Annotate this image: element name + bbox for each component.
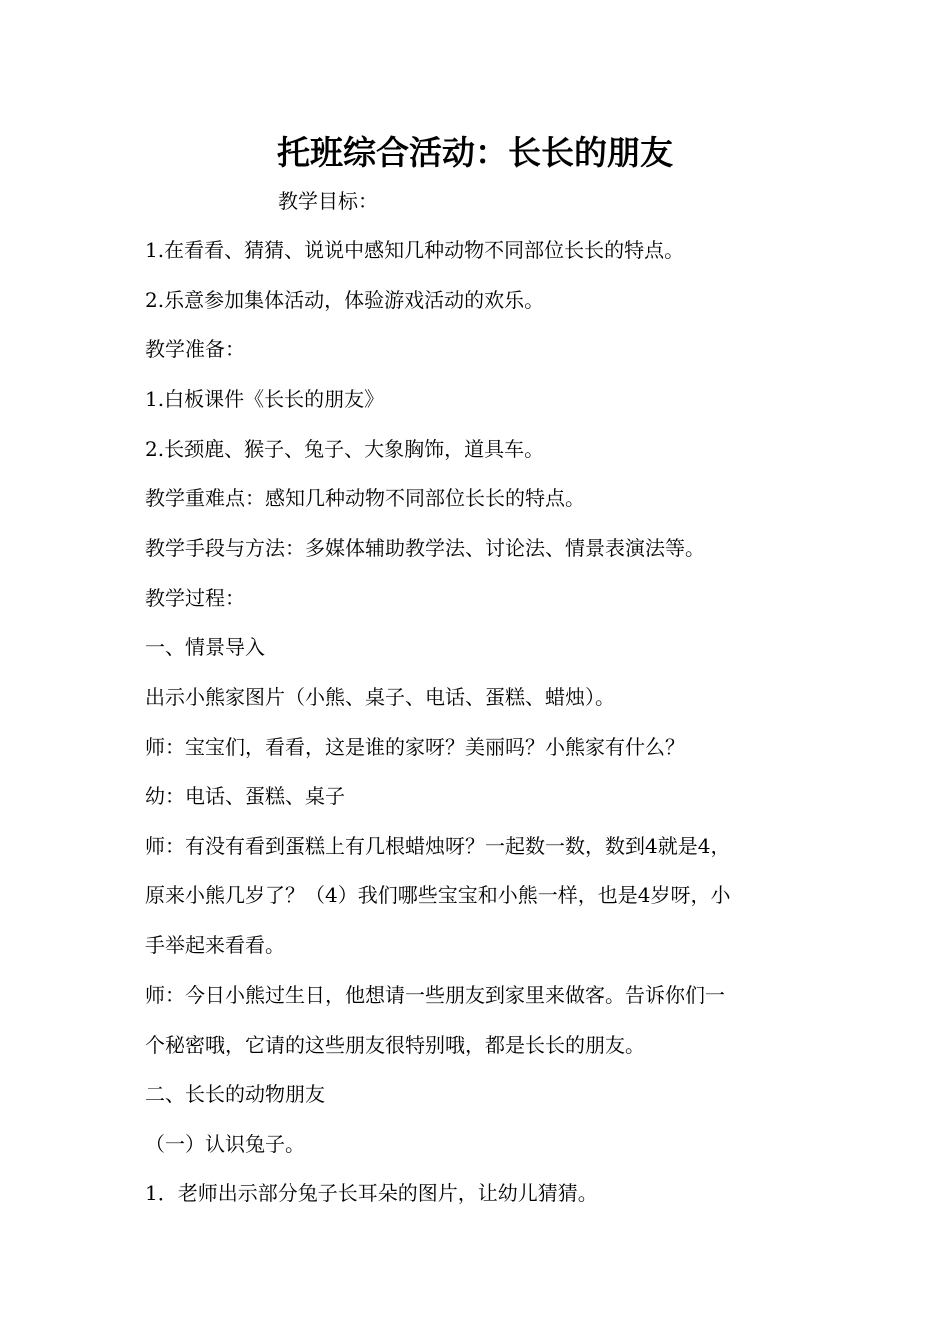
document-title: 托班综合活动：长长的朋友 [277, 133, 673, 172]
text-line: 1.白板课件《长长的朋友》 [145, 387, 385, 411]
text-line: 师：有没有看到蛋糕上有几根蜡烛呀？一起数一数，数到4就是4， [145, 834, 731, 858]
text-line: 1.在看看、猜猜、说说中感知几种动物不同部位长长的特点。 [145, 238, 685, 262]
text-line: 1．老师出示部分兔子长耳朵的图片，让幼儿猜猜。 [145, 1181, 598, 1205]
section-teaching-process: 教学过程： [145, 586, 245, 610]
text-line: 教学重难点：感知几种动物不同部位长长的特点。 [145, 486, 585, 510]
section-teaching-goals: 教学目标： [278, 189, 378, 213]
text-line: 师：今日小熊过生日，他想请一些朋友到家里来做客。告诉你们一 [145, 983, 725, 1007]
section-heading: 二、长长的动物朋友 [145, 1082, 325, 1106]
section-teaching-prep: 教学准备： [145, 337, 245, 361]
text-line: 教学手段与方法：多媒体辅助教学法、讨论法、情景表演法等。 [145, 536, 705, 560]
text-line: 个秘密哦，它请的这些朋友很特别哦，都是长长的朋友。 [145, 1033, 645, 1057]
text-line: 出示小熊家图片（小熊、桌子、电话、蛋糕、蜡烛）。 [145, 685, 615, 709]
subsection-heading: （一）认识兔子。 [145, 1132, 305, 1156]
text-line: 2.乐意参加集体活动，体验游戏活动的欢乐。 [145, 288, 545, 312]
section-heading: 一、情景导入 [145, 635, 265, 659]
text-line: 手举起来看看。 [145, 933, 285, 957]
text-line: 2.长颈鹿、猴子、兔子、大象胸饰，道具车。 [145, 437, 545, 461]
text-line: 师：宝宝们，看看，这是谁的家呀？美丽吗？小熊家有什么？ [145, 735, 685, 759]
text-line: 幼：电话、蛋糕、桌子 [145, 784, 345, 808]
text-line: 原来小熊几岁了？（4）我们哪些宝宝和小熊一样，也是4岁呀，小 [145, 883, 731, 907]
